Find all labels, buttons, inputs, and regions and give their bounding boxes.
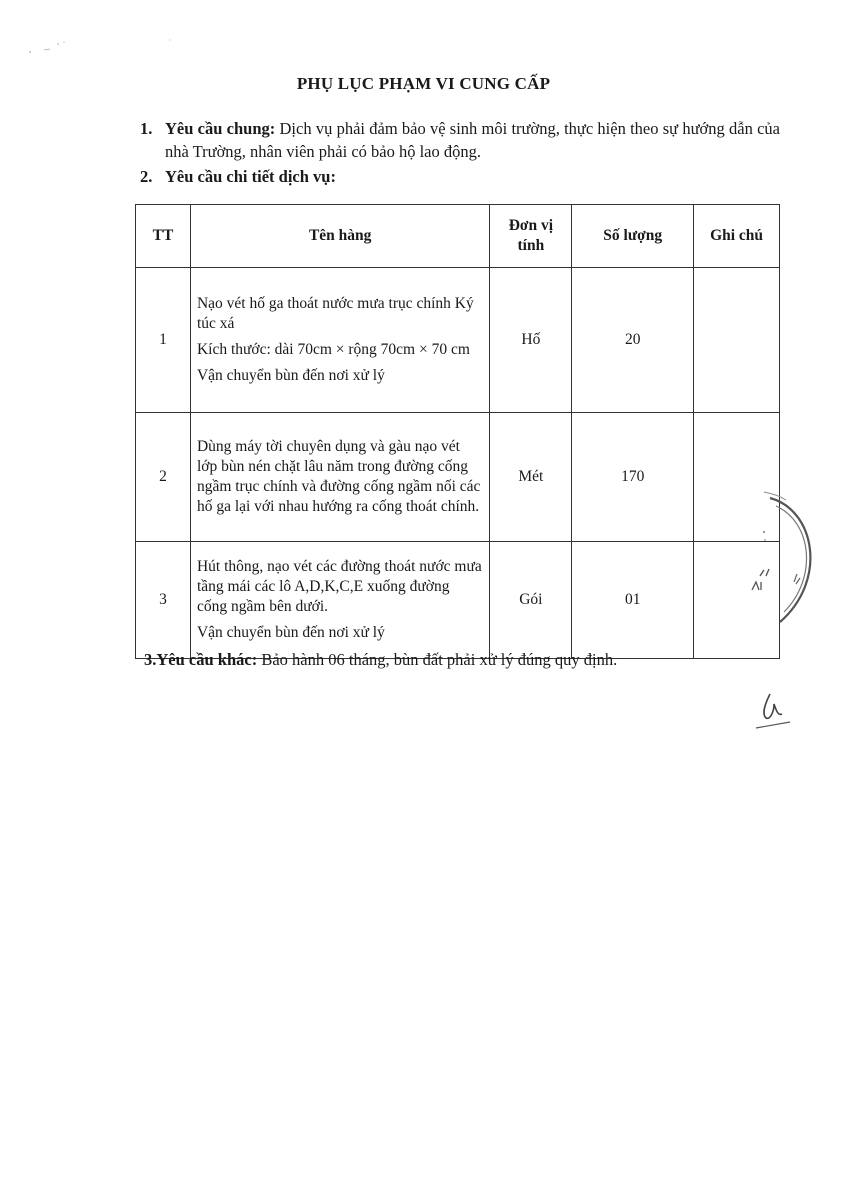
header-note: Ghi chú xyxy=(694,205,780,268)
name-line: Vận chuyển bùn đến nơi xử lý xyxy=(196,367,385,384)
name-line: Nạo vét hố ga thoát nước mưa trục chính Ký túc xá xyxy=(196,295,474,332)
name-line: Kích thước: dài 70cm × rộng 70cm × 70 cm xyxy=(196,341,470,358)
requirement-heading: Yêu cầu chi tiết dịch vụ: xyxy=(165,167,336,186)
table-header-row xyxy=(136,205,780,268)
cell-unit: Hố xyxy=(490,268,572,413)
other-requirements-heading: 3.Yêu cầu khác: xyxy=(144,650,258,669)
requirement-number: 2. xyxy=(140,167,153,186)
cell-tt: 2 xyxy=(136,413,191,542)
requirement-general xyxy=(140,117,780,163)
requirement-text: Dịch vụ phải đảm bảo vệ sinh môi trường, thực hiện theo sự hướng dẫn của nhà Trường, nhân viên phải có bảo hộ lao động. xyxy=(165,119,780,161)
cell-tt: 1 xyxy=(136,268,191,413)
signature-initials-icon xyxy=(752,688,802,738)
cell-name xyxy=(190,542,489,659)
table-row xyxy=(136,542,780,659)
header-tt: TT xyxy=(136,205,191,268)
other-requirements xyxy=(144,650,617,670)
requirement-number: 1. xyxy=(140,119,153,138)
page-title: PHỤ LỤC PHẠM VI CUNG CẤP xyxy=(296,74,551,93)
cell-tt: 3 xyxy=(136,542,191,659)
cell-unit: Gói xyxy=(490,542,572,659)
requirement-detail xyxy=(140,165,780,188)
scan-specks xyxy=(20,30,200,60)
cell-name xyxy=(190,413,489,542)
table-row xyxy=(136,413,780,542)
service-table xyxy=(135,204,780,659)
header-name: Tên hàng xyxy=(190,205,489,268)
cell-note xyxy=(694,268,780,413)
header-unit: Đơn vị tính xyxy=(490,205,572,268)
cell-unit: Mét xyxy=(490,413,572,542)
cell-quantity: 01 xyxy=(572,542,694,659)
cell-name xyxy=(190,268,489,413)
name-line: Vận chuyển bùn đến nơi xử lý xyxy=(196,624,385,641)
requirement-heading: Yêu cầu chung: xyxy=(165,119,276,138)
other-requirements-text: Bảo hành 06 tháng, bùn đất phải xử lý đúng quy định. xyxy=(261,650,618,669)
stamp-seal-icon xyxy=(740,490,820,630)
cell-quantity: 20 xyxy=(572,268,694,413)
name-line: Hút thông, nạo vét các đường thoát nước mưa tầng mái các lô A,D,K,C,E xuống đường cống ngầm bên dưới. xyxy=(196,558,482,615)
header-quantity: Số lượng xyxy=(572,205,694,268)
name-line: Dùng máy tời chuyên dụng và gàu nạo vét lớp bùn nén chặt lâu năm trong đường cống ngầm trục chính và đường cống ngầm nối các hố ga lại với nhau hướng ra cống thoát chính. xyxy=(196,438,481,515)
cell-quantity: 170 xyxy=(572,413,694,542)
table-row xyxy=(136,268,780,413)
